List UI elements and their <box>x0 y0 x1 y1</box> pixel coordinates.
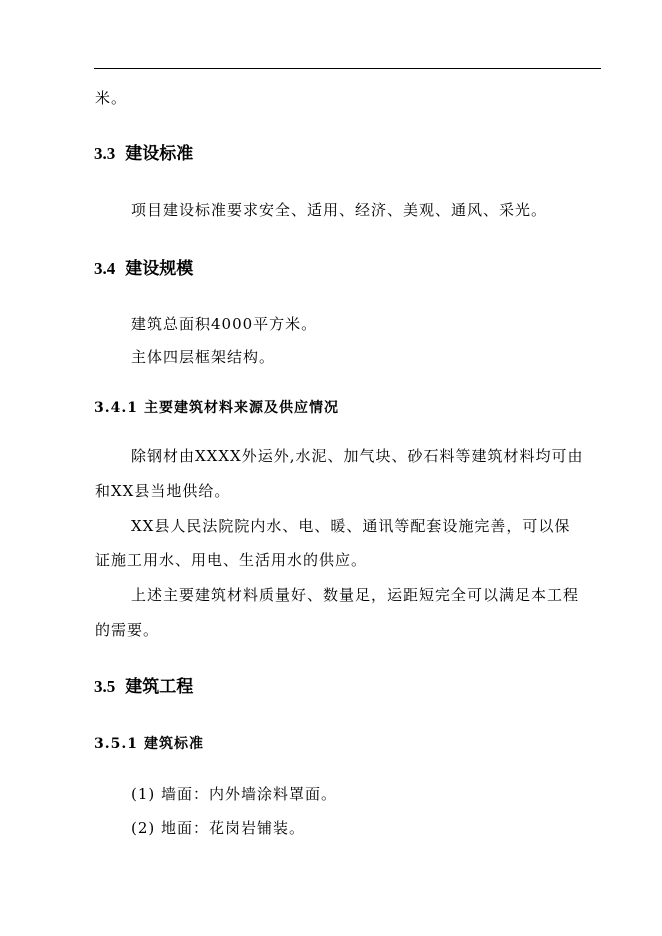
section-number: 3.4 <box>94 259 116 278</box>
list-text: 墙面：内外墙涂料罩面。 <box>161 785 338 803</box>
section-title: 建筑工程 <box>125 677 194 697</box>
paragraph-line: 的需要。 <box>95 621 160 639</box>
paragraph-line: 和XX县当地供给。 <box>95 482 231 500</box>
paragraph: 主体四层框架结构。 <box>131 348 276 366</box>
section-number: 3.3 <box>94 144 116 163</box>
section-number: 3.5.1 <box>94 736 138 752</box>
list-text: 地面：花岗岩铺装。 <box>161 819 306 837</box>
section-number: 3.5 <box>94 677 116 696</box>
subsection-heading-3-5-1 <box>94 734 204 754</box>
paragraph-line: 除钢材由XXXX外运外,水泥、加气块、砂石料等建筑材料均可由 <box>131 447 584 465</box>
section-title: 建筑标准 <box>143 736 204 752</box>
section-heading-3-5 <box>94 676 193 698</box>
list-marker: (2) <box>131 819 156 837</box>
header-rule <box>94 68 601 69</box>
list-item <box>131 784 337 804</box>
paragraph-line: 上述主要建筑材料质量好、数量足，运距短完全可以满足本工程 <box>131 586 580 604</box>
section-heading-3-3 <box>94 143 193 165</box>
list-item <box>131 818 305 838</box>
section-title: 建设标准 <box>125 144 194 164</box>
paragraph: 项目建设标准要求安全、适用、经济、美观、通风、采光。 <box>131 201 548 219</box>
list-marker: (1) <box>131 785 156 803</box>
section-title: 主要建筑材料来源及供应情况 <box>143 400 339 416</box>
continuation-text: 米。 <box>95 89 128 107</box>
paragraph-line: 证施工用水、用电、生活用水的供应。 <box>95 551 368 569</box>
section-heading-3-4 <box>94 258 193 280</box>
paragraph: 建筑总面积4000平方米。 <box>131 315 318 333</box>
subsection-heading-3-4-1 <box>94 398 339 418</box>
paragraph-line: XX县人民法院院内水、电、暖、通讯等配套设施完善，可以保 <box>131 517 571 535</box>
section-title: 建设规模 <box>125 259 194 279</box>
section-number: 3.4.1 <box>94 400 138 416</box>
